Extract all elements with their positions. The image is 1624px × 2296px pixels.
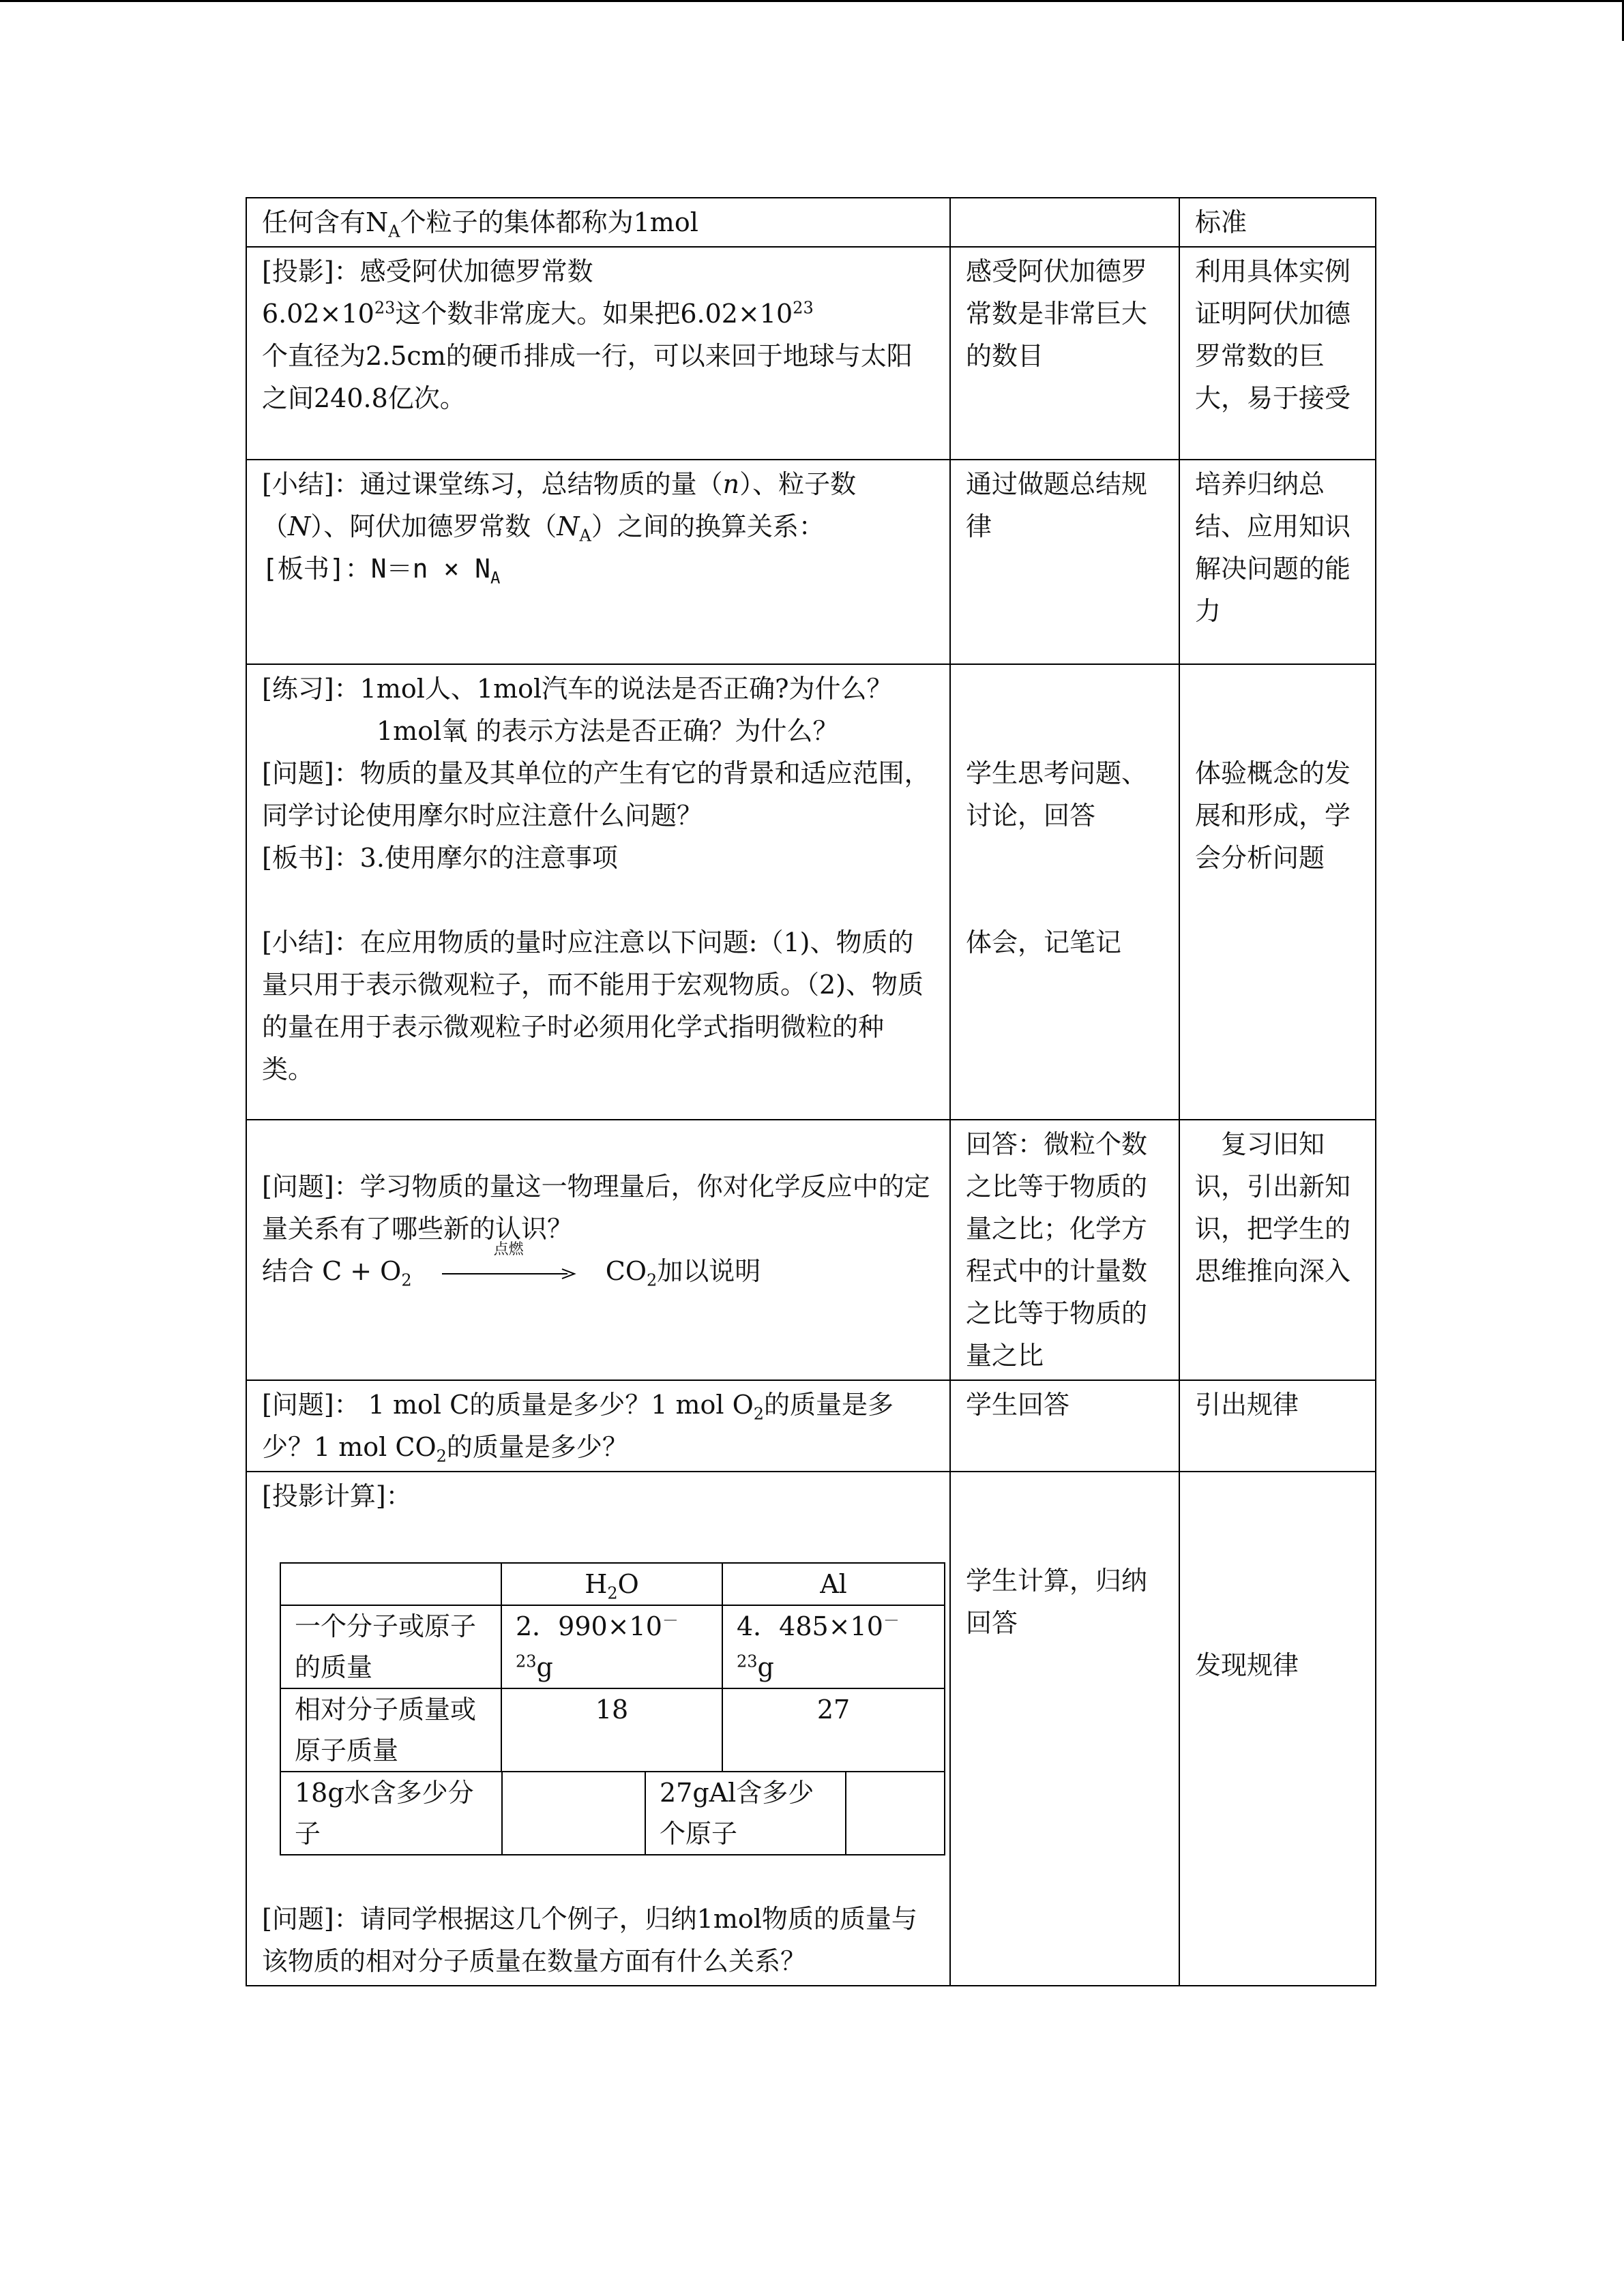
lesson-plan-table — [246, 197, 1376, 1986]
reaction-arrow — [441, 1240, 577, 1287]
spacer — [262, 879, 934, 921]
text-line: [投影]：感受阿伏加德罗常数 — [262, 256, 593, 286]
table-row — [280, 1605, 945, 1688]
student-activity-cell — [950, 1472, 1179, 1986]
table-row — [246, 198, 1376, 247]
arrow-icon — [441, 1267, 577, 1281]
equation-right: $CO_2$加以说明 — [605, 1256, 761, 1290]
table-row — [280, 1563, 945, 1605]
teacher-activity-cell — [246, 1472, 950, 1986]
teacher-activity-cell — [246, 664, 950, 1120]
spacer — [966, 668, 1164, 752]
equation-left: 结合 $C + O_2$ — [262, 1256, 412, 1290]
text-line: [小结]：在应用物质的量时应注意以下问题:（1)、物质的量只用于表示微观粒子，而不能用于宏观物质。（2)、物质的量在用于表示微观粒子时必须用化学式指明微粒的种类。 — [262, 927, 924, 1084]
student-activity-cell: 回答：微粒个数之比等于物质的量之比；化学方程式中的计量数之比等于物质的量之比 — [950, 1120, 1179, 1380]
table-cell — [502, 1772, 645, 1854]
sub-table — [281, 1772, 945, 1854]
design-intent-cell: 复习旧知识，引出新知识，把学生的思维推向深入 — [1179, 1120, 1376, 1380]
spacer — [1195, 1475, 1360, 1644]
table-row — [246, 1120, 1376, 1380]
teacher-activity-cell — [246, 1120, 950, 1380]
table-cell: 18g水含多少分子 — [281, 1772, 502, 1854]
table-header-h2o: $H_2O$ — [501, 1563, 722, 1605]
text-line: [问题]：学习物质的量这一物理量后，你对化学反应中的定量关系有了哪些新的认识？ — [262, 1172, 930, 1244]
text-line: [小结]：通过课堂练习，总结物质的量（n）、粒子数（N）、阿伏加德罗常数$(N_A)$之间的换算关系： — [262, 469, 857, 546]
calculation-table — [280, 1562, 945, 1855]
spacer — [262, 1855, 934, 1898]
text-line: [练习]：1mol人、1mol汽车的说法是否正确?为什么？ — [262, 674, 893, 704]
design-intent-cell: 培养归纳总结、应用知识解决问题的能力 — [1179, 460, 1376, 664]
text-line: 体会，记笔记 — [966, 927, 1122, 957]
table-row — [246, 460, 1376, 664]
reaction-condition: 点燃 — [493, 1240, 524, 1258]
table-cell — [280, 1772, 945, 1855]
teacher-activity-cell — [246, 460, 950, 664]
design-intent-cell: 引出规律 — [1179, 1380, 1376, 1472]
text-line: 个直径为2.5cm的硬币排成一行，可以来回于地球与太阳之间240.8亿次。 — [262, 341, 913, 413]
teacher-activity-cell: [问题]： 1 mol C的质量是多少？1 mol $O_2$的质量是多少？1 mol $CO_2$的质量是多少？ — [246, 1380, 950, 1472]
text-line: 1mol氧 的表示方法是否正确？为什么？ — [377, 716, 839, 746]
student-activity-cell: 通过做题总结规律 — [950, 460, 1179, 664]
design-intent-cell: 标准 — [1179, 198, 1376, 247]
table-cell — [280, 1563, 501, 1605]
table-cell: 27 — [722, 1688, 945, 1772]
student-activity-cell — [950, 198, 1179, 247]
spacer — [262, 1517, 934, 1560]
teacher-activity-cell — [246, 247, 950, 460]
teacher-activity-cell: 任何含有$N_A$个粒子的集体都称为1mol — [246, 198, 950, 247]
text-line: [问题]：物质的量及其单位的产生有它的背景和适应范围，同学讨论使用摩尔时应注意什么问题？ — [262, 758, 930, 831]
table-row — [280, 1688, 945, 1772]
student-activity-cell — [950, 664, 1179, 1120]
text-line: [投影计算]： — [262, 1481, 412, 1511]
student-activity-cell: 学生回答 — [950, 1380, 1179, 1472]
table-cell: 相对分子质量或原子质量 — [280, 1688, 501, 1772]
spacer — [262, 1123, 934, 1165]
table-row — [281, 1772, 945, 1854]
text-line: [板书]：3.使用摩尔的注意事项 — [262, 843, 618, 873]
text-line: 体验概念的发展和形成，学会分析问题 — [1195, 758, 1351, 873]
design-intent-cell — [1179, 664, 1376, 1120]
design-intent-cell: 利用具体实例证明阿伏加德罗常数的巨大，易于接受 — [1179, 247, 1376, 460]
text-line: 学生思考问题、讨论，回答 — [966, 758, 1148, 831]
table-row — [280, 1772, 945, 1855]
table-cell: 2．990×10－ $^{23}$g — [501, 1605, 722, 1688]
table-cell: 一个分子或原子的质量 — [280, 1605, 501, 1688]
text-line: 学生计算，归纳回答 — [966, 1566, 1148, 1638]
table-row — [246, 664, 1376, 1120]
chemical-equation — [262, 1240, 934, 1292]
board-formula: [板书]：$N=n \times N_A$ — [262, 554, 501, 588]
table-cell: 27gAl含多少个原子 — [645, 1772, 846, 1854]
table-cell: 18 — [501, 1688, 722, 1772]
design-intent-cell — [1179, 1472, 1376, 1986]
text-line: $6.02\times 10^{23}$这个数非常庞大。如果把$6.02\times 10^{23}$ — [262, 298, 814, 329]
table-cell: 4．485×10－ $^{23}$g — [722, 1605, 945, 1688]
student-activity-cell: 感受阿伏加德罗常数是非常巨大的数目 — [950, 247, 1179, 460]
page-top-border — [0, 0, 1624, 2]
table-header-al: Al — [722, 1563, 945, 1605]
text-line: 发现规律 — [1195, 1650, 1299, 1680]
text-line: [问题]：请同学根据这几个例子，归纳1mol物质的质量与该物质的相对分子质量在数量方面有什么关系？ — [262, 1904, 917, 1976]
table-cell — [846, 1772, 945, 1854]
spacer — [966, 1475, 1164, 1560]
table-row — [246, 247, 1376, 460]
table-row — [246, 1380, 1376, 1472]
table-row — [246, 1472, 1376, 1986]
spacer — [1195, 668, 1360, 752]
spacer — [966, 837, 1164, 921]
